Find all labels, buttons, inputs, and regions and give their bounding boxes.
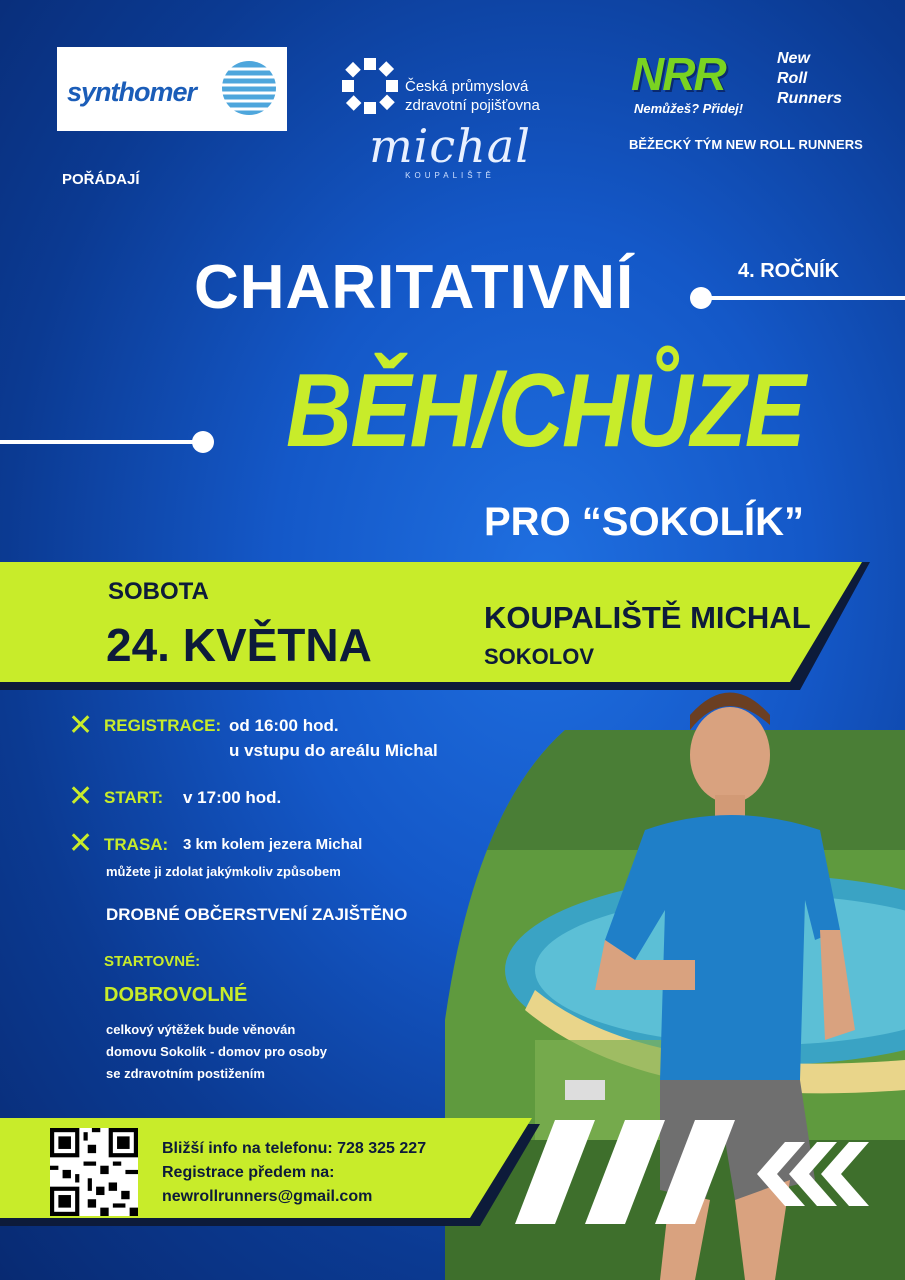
- edition-label: 4. ROČNÍK: [738, 260, 840, 282]
- nrr-team-caption: BĚŽECKÝ TÝM NEW ROLL RUNNERS: [629, 137, 863, 152]
- event-date: 24. KVĚTNA: [106, 619, 372, 671]
- synthomer-globe-icon: [221, 55, 277, 121]
- contact-registration-label: Registrace předem na:: [162, 1164, 335, 1181]
- contact-phone: Bližší info na telefonu: 728 325 227: [162, 1140, 427, 1157]
- route-note: můžete ji zdolat jakýmkoliv způsobem: [106, 864, 341, 879]
- event-town: SOKOLOV: [484, 644, 595, 669]
- nrr-name-line: Roll: [777, 70, 808, 87]
- registration-place: u vstupu do areálu Michal: [229, 741, 438, 760]
- entry-fee-value: DOBROVOLNÉ: [104, 984, 248, 1006]
- synthomer-logo-text: synthomer: [67, 77, 197, 107]
- nrr-slogan: Nemůžeš? Přidej!: [634, 101, 744, 116]
- organizers-label: POŘÁDAJÍ: [62, 171, 140, 188]
- headline-for-sokolik: PRO “SOKOLÍK”: [484, 500, 805, 544]
- proceeds-note-line: se zdravotním postižením: [106, 1066, 265, 1081]
- decor-dot-right: [690, 287, 712, 309]
- event-place: KOUPALIŠTĚ MICHAL: [484, 600, 811, 635]
- headline-run-walk: BĚH/CHŮZE: [286, 353, 805, 469]
- decor-line-left: [0, 440, 200, 444]
- cpzp-logo: [342, 58, 540, 119]
- route-label: TRASA:: [104, 835, 169, 854]
- start-label: START:: [104, 788, 164, 807]
- cpzp-cross-icon: [342, 58, 398, 114]
- route-length: 3 km kolem jezera Michal: [183, 836, 363, 853]
- cpzp-name-line2: zdravotní pojišťovna: [405, 97, 540, 114]
- cross-bullet-icon: ✕: [68, 709, 94, 742]
- nrr-logo-letters: NRR: [631, 48, 725, 100]
- qr-code[interactable]: [50, 1128, 138, 1216]
- event-day: SOBOTA: [108, 578, 209, 605]
- cross-bullet-icon: ✕: [68, 780, 94, 813]
- cross-bullet-icon: ✕: [68, 827, 94, 860]
- registration-label: REGISTRACE:: [104, 716, 222, 735]
- refreshment-note: DROBNÉ OBČERSTVENÍ ZAJIŠTĚNO: [106, 905, 408, 924]
- nrr-name-line: New: [777, 50, 810, 67]
- contact-email[interactable]: newrollrunners@gmail.com: [162, 1188, 373, 1205]
- michal-logo: [365, 119, 535, 180]
- registration-time: od 16:00 hod.: [229, 716, 339, 735]
- michal-logo-subtitle: KOUPALIŠTĚ: [405, 171, 495, 180]
- nrr-name-line: Runners: [777, 90, 842, 107]
- synthomer-logo: [57, 47, 287, 131]
- decor-stripes: [515, 1120, 735, 1224]
- proceeds-note-line: domovu Sokolík - domov pro osoby: [106, 1044, 328, 1059]
- headline-charitative: CHARITATIVNÍ: [194, 253, 635, 322]
- proceeds-note-line: celkový výtěžek bude věnován: [106, 1022, 296, 1037]
- decor-dot-left: [192, 431, 214, 453]
- nrr-logo-name: [777, 49, 842, 109]
- decor-line-right: [700, 296, 905, 300]
- start-time: v 17:00 hod.: [183, 788, 282, 807]
- cpzp-name-line1: Česká průmyslová: [405, 78, 529, 95]
- entry-fee-label: STARTOVNÉ:: [104, 953, 201, 970]
- chevron-left-icon: [755, 1142, 875, 1206]
- michal-logo-text: michal: [369, 119, 531, 173]
